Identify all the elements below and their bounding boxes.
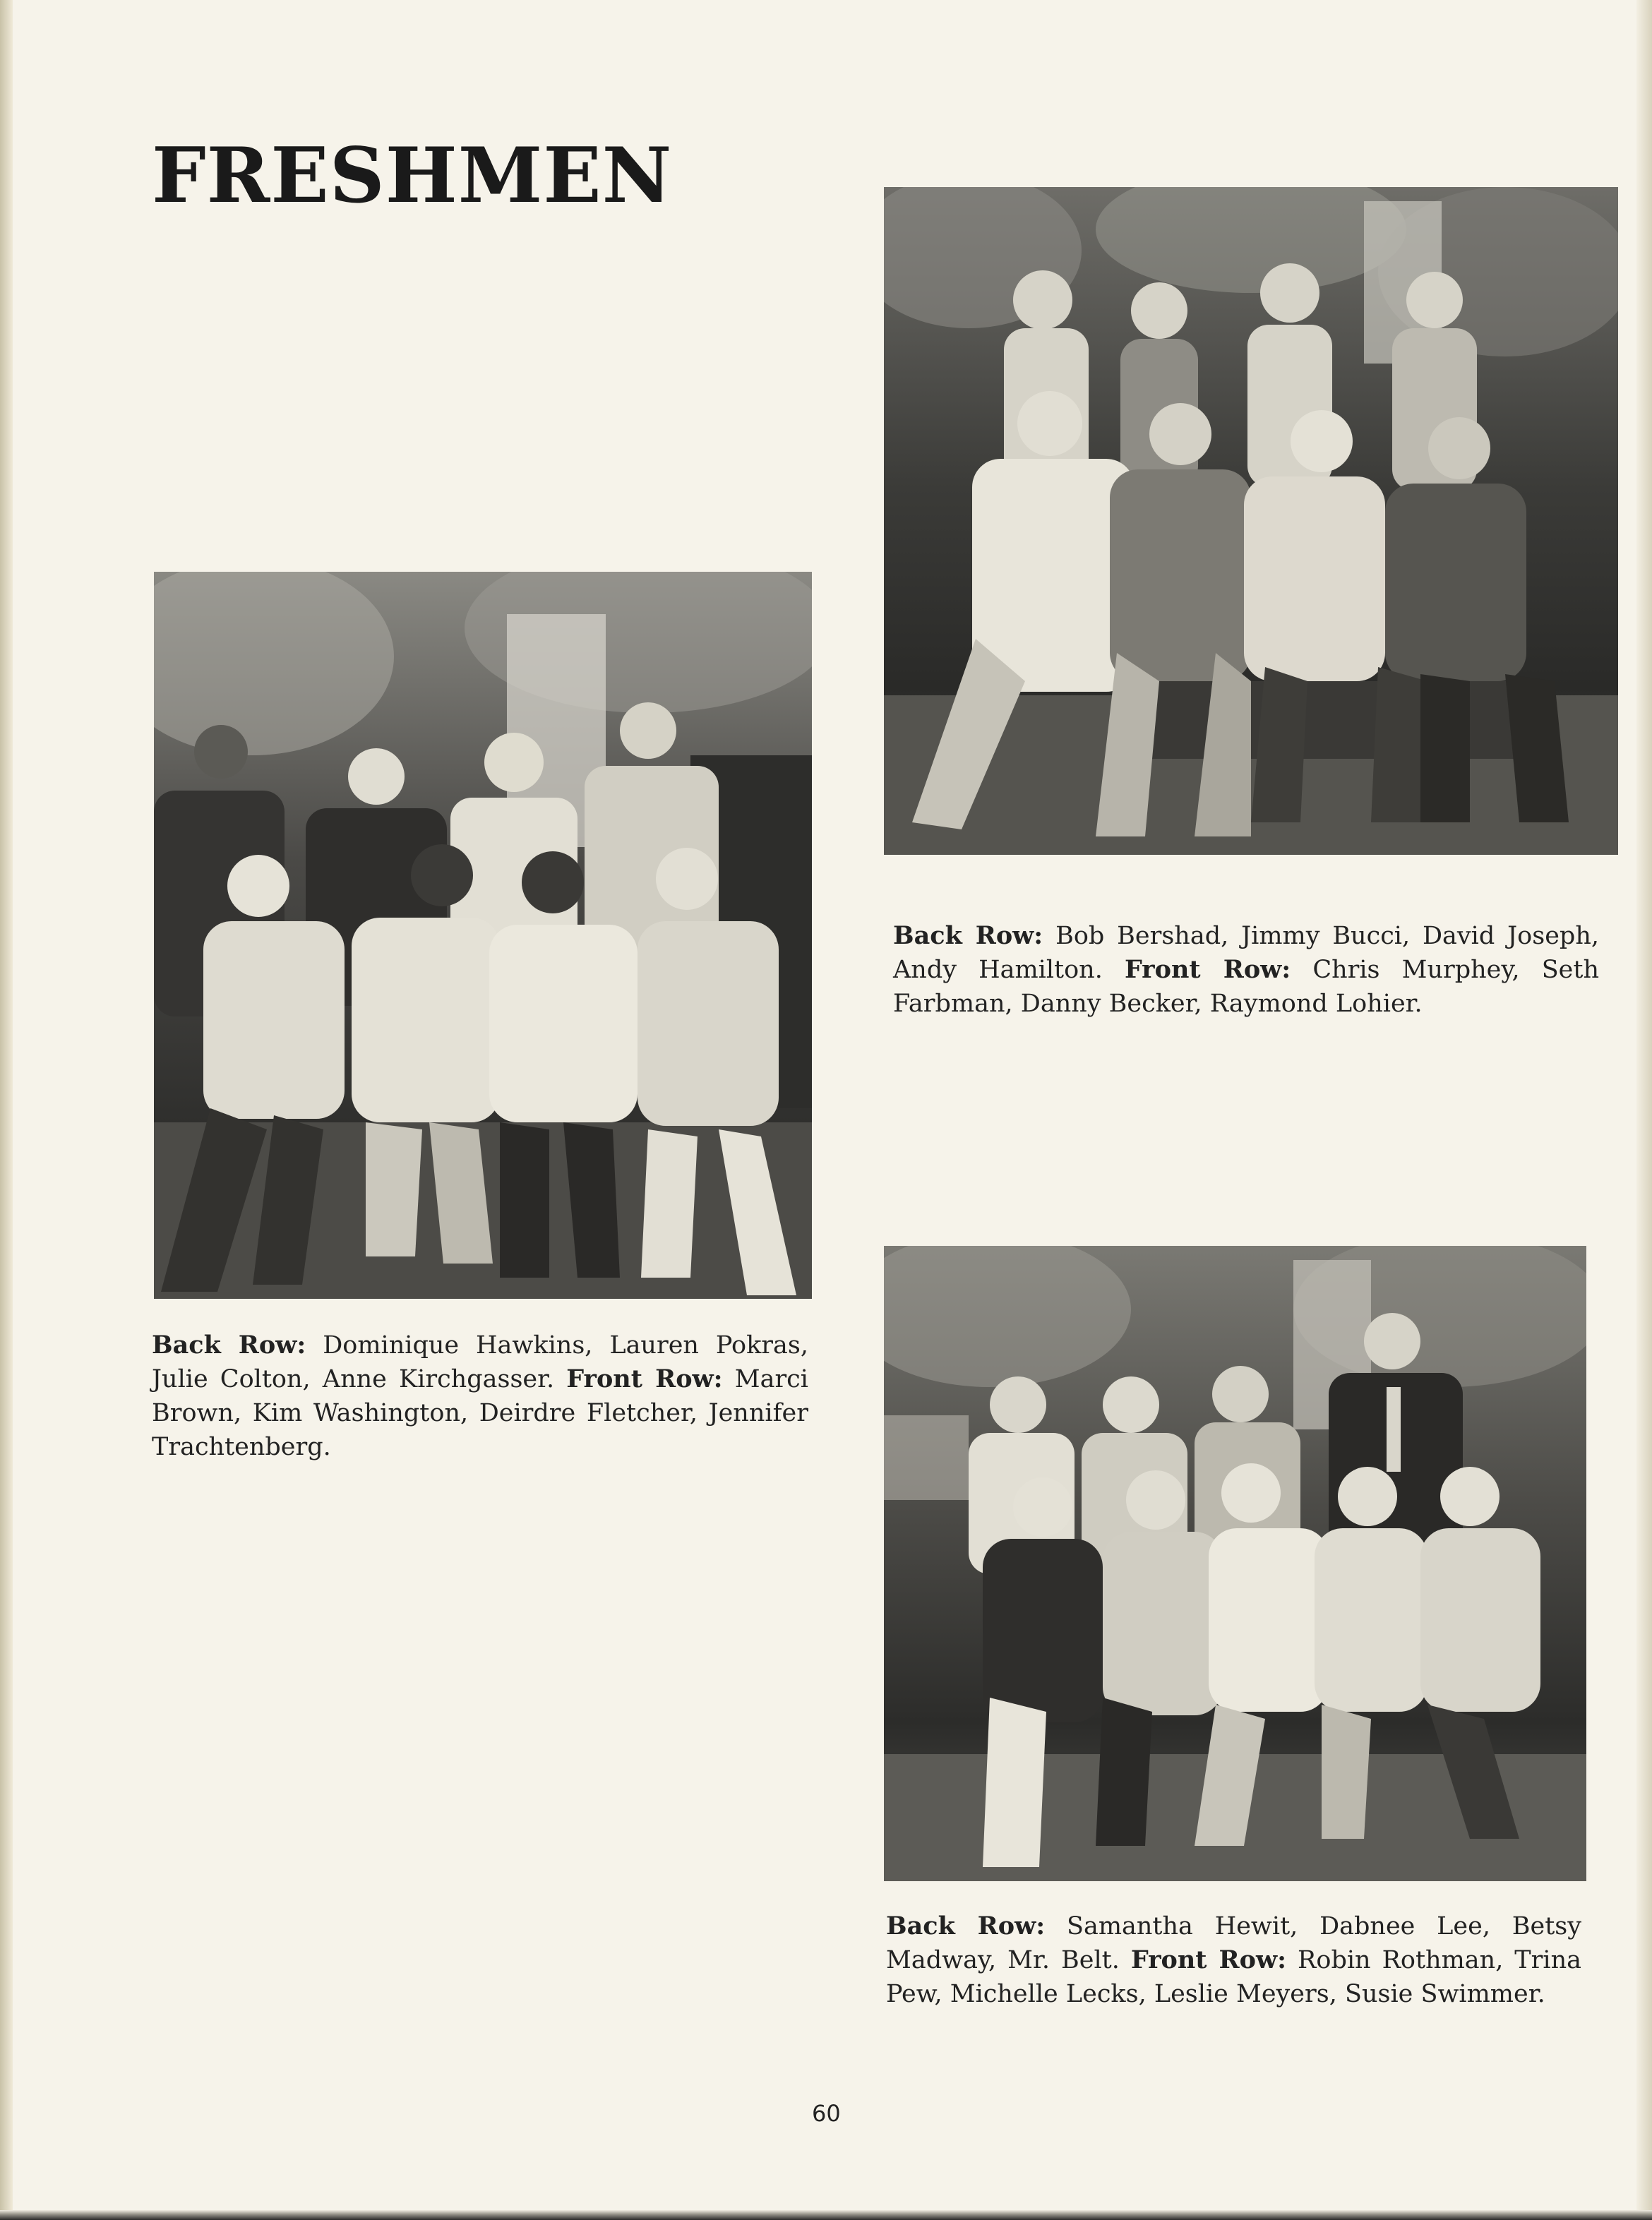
boys-photo-caption: [893, 919, 1599, 1021]
caption-front-row-names: Marci Brown, Kim Washington, Deirdre Fletcher, Jennifer Trachtenberg.: [152, 1365, 808, 1461]
boys-group-photo: [884, 187, 1618, 855]
caption-back-row-names: Bob Bershad, Jimmy Bucci, David Joseph, Andy Hamilton.: [893, 922, 1599, 984]
page-edge-left: [0, 0, 13, 2220]
caption-front-row-names: Robin Rothman, Trina Pew, Michelle Lecks, Leslie Meyers, Susie Swimmer.: [886, 1946, 1581, 2008]
page-number: 60: [812, 2100, 841, 2127]
page-edge-bottom: [0, 2210, 1652, 2220]
caption-front-row-label: Front Row:: [1124, 955, 1291, 984]
caption-back-row-names: Dominique Hawkins, Lauren Pokras, Julie Colton, Anne Kirchgasser.: [152, 1331, 808, 1393]
girls-group-photo-right: [884, 1246, 1586, 1881]
caption-front-row-label: Front Row:: [1130, 1945, 1287, 1974]
caption-front-row-label: Front Row:: [566, 1364, 723, 1393]
girls-right-photo-caption: [886, 1909, 1581, 2011]
caption-back-row-label: Back Row:: [886, 1912, 1046, 1940]
page-edge-right: [1636, 0, 1652, 2220]
caption-back-row-label: Back Row:: [152, 1331, 306, 1360]
caption-front-row-names: Chris Murphey, Seth Farbman, Danny Becker, Raymond Lohier.: [893, 956, 1599, 1018]
caption-back-row-label: Back Row:: [893, 921, 1043, 950]
girls-group-photo-left: [154, 572, 812, 1299]
girls-left-photo-caption: [152, 1328, 808, 1464]
page-title: FRESHMEN: [152, 131, 673, 220]
caption-back-row-names: Samantha Hewit, Dabnee Lee, Betsy Madway, Mr. Belt.: [886, 1912, 1581, 1974]
